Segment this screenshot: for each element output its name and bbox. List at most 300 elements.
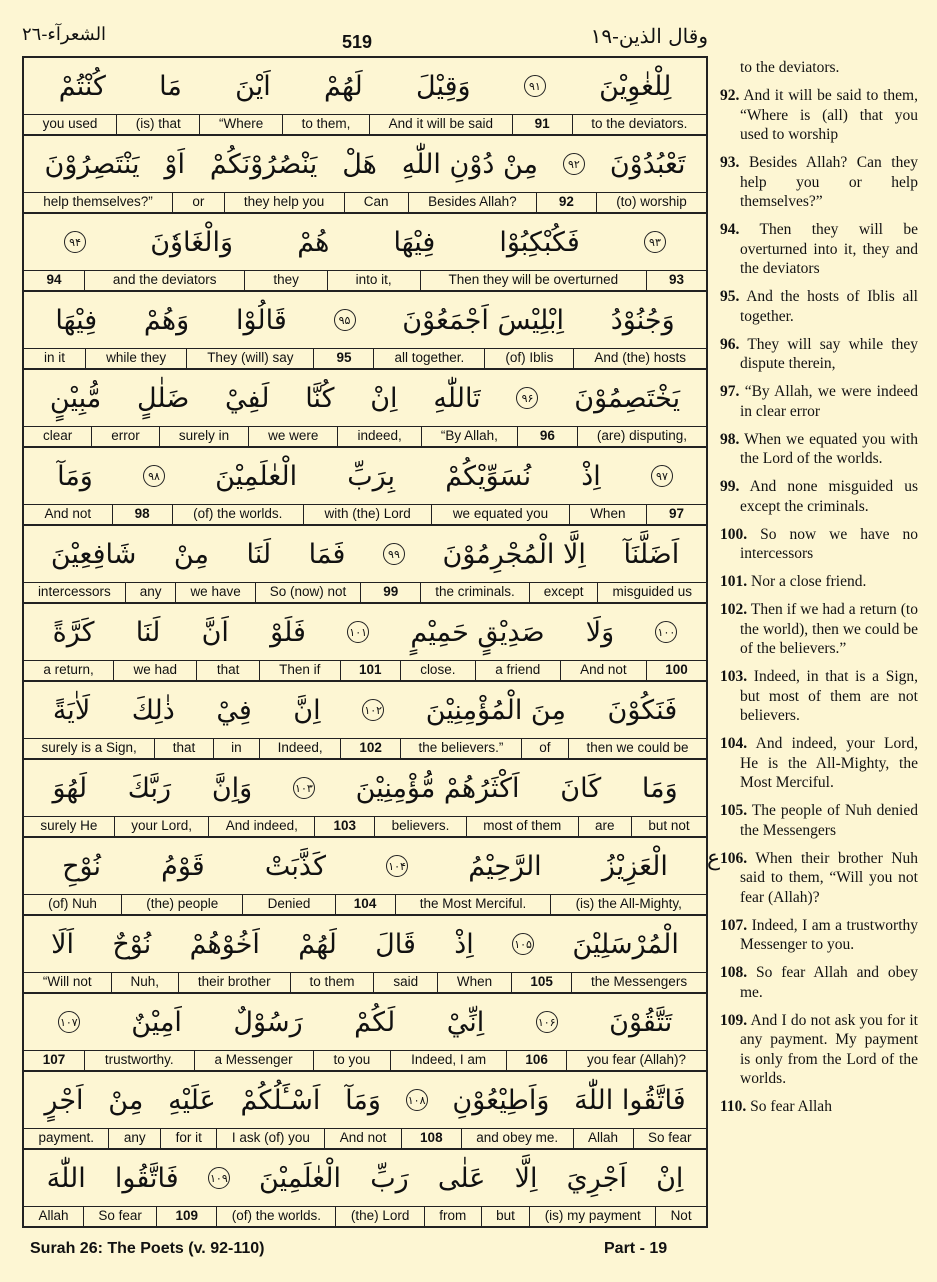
arabic-word: قَالَ — [375, 928, 416, 960]
gloss-cell: close. — [400, 661, 475, 680]
verse-number-marker: ۹۶ — [516, 387, 538, 409]
translation-verse-number: 107. — [720, 916, 748, 934]
arabic-word: الْعٰلَمِيْنَ — [259, 1162, 342, 1194]
gloss-verse-number: 107 — [42, 1052, 66, 1067]
gloss-verse-number: 96 — [517, 427, 577, 446]
translation-entry — [720, 477, 918, 516]
gloss-cell: with (the) Lord — [303, 505, 431, 524]
word-by-word-grid — [22, 56, 708, 1228]
gloss-line — [24, 192, 706, 212]
arabic-word: الْعٰلَمِيْنَ — [215, 460, 298, 492]
arabic-word: اَجْرٍ — [44, 1084, 84, 1116]
arabic-word: مَا — [159, 70, 182, 102]
gloss-cell: Then they will be overturned — [420, 271, 646, 290]
page-number: 519 — [342, 32, 373, 52]
gloss-cell: any — [108, 1129, 160, 1148]
gloss-verse-number: 98 — [112, 505, 172, 524]
arabic-word: ذٰلِكَ — [131, 694, 175, 726]
translation-entry — [720, 287, 918, 326]
arabic-word: لَهُوَ — [52, 772, 88, 804]
translation-text: Indeed, in that is a Sign, but most of them are not believers. — [740, 668, 918, 724]
arabic-word: لَفِيْ — [225, 382, 270, 414]
translation-text: When their brother Nuh said to them, “Will you not fear (Allah)? — [740, 849, 918, 906]
translation-entry — [720, 153, 918, 212]
gloss-line — [24, 738, 706, 758]
arabic-word: وَمَآ — [345, 1084, 381, 1116]
gloss-verse-number: 97 — [646, 505, 706, 524]
gloss-cell: to them — [290, 973, 374, 992]
gloss-line — [24, 348, 706, 368]
translation-text: Besides Allah? Can they help you or help themselves?” — [740, 154, 918, 210]
translation-entry — [720, 916, 918, 955]
translation-column — [720, 58, 918, 1125]
gloss-cell: (is) that — [116, 115, 199, 134]
gloss-cell: surely is a Sign, — [41, 740, 137, 755]
gloss-cell: of — [521, 739, 568, 758]
gloss-cell: So fear — [83, 1207, 156, 1226]
arabic-word: وَقِيْلَ — [416, 70, 471, 102]
arabic-word: وَاَطِيْعُوْنِ — [452, 1084, 550, 1116]
translation-text: to the deviators. — [740, 59, 840, 76]
arabic-word: اِذْ — [581, 460, 601, 492]
gloss-verse-number: 105 — [511, 973, 571, 992]
verse-number-marker: ۹۷ — [651, 465, 673, 487]
translation-entry — [720, 600, 918, 659]
gloss-line — [24, 504, 706, 524]
arabic-line — [24, 1072, 706, 1128]
verse-row — [24, 1072, 706, 1150]
gloss-cell: Nuh, — [111, 973, 178, 992]
gloss-cell: the criminals. — [420, 583, 529, 602]
translation-text: “By Allah, we were indeed in clear error — [740, 383, 918, 420]
arabic-word: لَاٰيَةً — [52, 694, 91, 726]
gloss-cell: except — [529, 583, 598, 602]
arabic-word: لِلْغٰوِيْنَ — [599, 70, 672, 102]
arabic-word: اِذْ — [454, 928, 474, 960]
arabic-line — [24, 994, 706, 1050]
gloss-cell: we were — [248, 427, 337, 446]
gloss-line — [24, 1128, 706, 1148]
gloss-verse-number: 95 — [313, 349, 373, 368]
arabic-line — [24, 916, 706, 972]
gloss-cell: said — [373, 973, 437, 992]
arabic-word: فِيْهَا — [55, 304, 98, 336]
arabic-word: فَمَا — [308, 538, 346, 570]
verse-number-marker: ۱۰۰ — [655, 621, 677, 643]
gloss-cell: to you — [313, 1051, 391, 1070]
gloss-cell: they help you — [224, 193, 344, 212]
arabic-word: يَخْتَصِمُوْنَ — [574, 382, 681, 414]
gloss-cell: that — [154, 739, 212, 758]
gloss-cell: (is) my payment — [529, 1207, 655, 1226]
arabic-line — [24, 292, 706, 348]
translation-entry — [720, 1097, 918, 1117]
arabic-word: لَنَا — [246, 538, 272, 570]
part-footer: Part - 19 — [604, 1240, 668, 1257]
gloss-cell: When — [437, 973, 511, 992]
gloss-cell: or — [172, 193, 224, 212]
arabic-word: وَمَا — [641, 772, 678, 804]
gloss-cell: the Most Merciful. — [395, 895, 551, 914]
gloss-cell: And not — [560, 661, 646, 680]
gloss-cell: Besides Allah? — [408, 193, 536, 212]
verse-row — [24, 1150, 706, 1226]
arabic-word: رَبَّكَ — [127, 772, 172, 804]
arabic-word: مِنْ دُوْنِ اللّٰهِ — [401, 148, 538, 180]
translation-entry — [720, 58, 918, 78]
arabic-word: هَلْ — [342, 148, 377, 180]
ruku-mark: ع — [707, 846, 721, 871]
gloss-cell: So fear — [633, 1129, 706, 1148]
arabic-word: الرَّحِيْمُ — [468, 850, 542, 882]
translation-text: And I do not ask you for it any payment. My payment is only from the Lord of the worlds. — [740, 1011, 918, 1087]
gloss-cell: misguided us — [597, 583, 706, 602]
verse-row — [24, 58, 706, 136]
translation-verse-number: 98. — [720, 430, 740, 448]
translation-text: Then they will be overturned into it, they and the deviators — [740, 221, 918, 277]
arabic-word: اَكْثَرُهُمْ مُّؤْمِنِيْنَ — [355, 772, 520, 804]
arabic-line — [24, 838, 706, 894]
arabic-word: اِنْ — [370, 382, 398, 414]
gloss-cell: for it — [160, 1129, 216, 1148]
verse-number-marker: ۱۰۳ — [293, 777, 315, 799]
gloss-verse-number: 92 — [536, 193, 596, 212]
gloss-line — [24, 894, 706, 914]
gloss-cell: (are) disputing, — [577, 427, 706, 446]
translation-verse-number: 100. — [720, 525, 748, 543]
verse-number-marker: ۹۲ — [563, 153, 585, 175]
arabic-word: رَسُوْلٌ — [233, 1006, 303, 1038]
verse-row — [24, 994, 706, 1072]
gloss-cell: “Where — [199, 115, 282, 134]
translation-verse-number: 97. — [720, 383, 740, 400]
verse-row — [24, 526, 706, 604]
gloss-verse-number: 103 — [314, 817, 374, 836]
gloss-cell: a return, — [43, 662, 94, 677]
surah-footer: Surah 26: The Poets (v. 92-110) — [30, 1240, 265, 1257]
arabic-word: فِيْهَا — [393, 226, 436, 258]
arabic-line — [24, 682, 706, 738]
gloss-cell: a Messenger — [194, 1051, 313, 1070]
translation-entry — [720, 382, 918, 421]
gloss-cell: are — [578, 817, 631, 836]
gloss-cell: I ask (of) you — [216, 1129, 324, 1148]
verse-number-marker: ۹۵ — [334, 309, 356, 331]
arabic-line — [24, 526, 706, 582]
arabic-word: مِنْ — [108, 1084, 144, 1116]
gloss-cell: (of) the worlds. — [216, 1207, 335, 1226]
translation-text: And it will be said to them, “Where is (all) that you used to worship — [740, 87, 918, 143]
gloss-cell: So (now) not — [255, 583, 361, 602]
gloss-cell: Denied — [242, 895, 334, 914]
arabic-word: مِنَ الْمُؤْمِنِيْنَ — [425, 694, 566, 726]
gloss-verse-number: 94 — [46, 272, 62, 287]
arabic-word: اِنْ — [656, 1162, 684, 1194]
gloss-cell: When — [569, 505, 646, 524]
gloss-cell: we have — [175, 583, 254, 602]
gloss-cell: Not — [655, 1207, 706, 1226]
arabic-word: اِلَّا الْمُجْرِمُوْنَ — [442, 538, 586, 570]
arabic-word: اَجْرِيَ — [566, 1162, 627, 1194]
gloss-line — [24, 582, 706, 602]
page-header — [22, 24, 708, 56]
arabic-word: تَعْبُدُوْنَ — [609, 148, 686, 180]
arabic-word: اَوْ — [164, 148, 185, 180]
translation-verse-number: 94. — [720, 221, 740, 238]
translation-text: And indeed, your Lord, He is the All-Mighty, the Most Merciful. — [740, 735, 918, 791]
arabic-line — [24, 58, 706, 114]
verse-number-marker: ۱۰۷ — [58, 1011, 80, 1033]
gloss-cell: then we could be — [568, 739, 706, 758]
gloss-cell: while they — [85, 349, 186, 368]
arabic-word: بِرَبِّ — [347, 460, 396, 492]
gloss-cell: And not — [44, 506, 92, 521]
arabic-word: اِنِّيْ — [446, 1006, 485, 1038]
arabic-word: يَنْتَصِرُوْنَ — [44, 148, 140, 180]
translation-entry — [720, 335, 918, 374]
gloss-cell: help themselves?” — [43, 194, 153, 209]
verse-row — [24, 916, 706, 994]
arabic-word: اَسْـَٔلُكُمْ — [240, 1084, 321, 1116]
arabic-word: الْمُرْسَلِيْنَ — [572, 928, 679, 960]
translation-verse-number: 93. — [720, 154, 740, 171]
gloss-cell: in it — [44, 350, 66, 365]
arabic-word: عَلٰى — [437, 1162, 486, 1194]
verse-number-marker: ۱۰۴ — [386, 855, 408, 877]
arabic-word: اِبْلِيْسَ اَجْمَعُوْنَ — [402, 304, 564, 336]
gloss-cell: into it, — [327, 271, 420, 290]
gloss-cell: most of them — [466, 817, 578, 836]
gloss-cell: the Messengers — [571, 973, 706, 992]
arabic-word: يَنْصُرُوْنَكُمْ — [209, 148, 318, 180]
translation-entry — [720, 1011, 918, 1089]
gloss-cell: we equated you — [431, 505, 568, 524]
arabic-word: اللّٰهَ — [46, 1162, 86, 1194]
arabic-word: اَخُوْهُمْ — [189, 928, 260, 960]
gloss-cell: clear — [42, 428, 73, 443]
translation-verse-number: 103. — [720, 668, 748, 685]
verse-row — [24, 214, 706, 292]
translation-text: Indeed, I am a trustworthy Messenger to you. — [740, 916, 919, 953]
arabic-word: عَلَيْهِ — [168, 1084, 216, 1116]
translation-verse-number: 106. — [720, 849, 748, 867]
gloss-cell: And indeed, — [208, 817, 314, 836]
translation-verse-number: 95. — [720, 288, 740, 305]
verse-number-marker: ۱۰۲ — [362, 699, 384, 721]
gloss-verse-number: 99 — [360, 583, 420, 602]
gloss-line — [24, 816, 706, 836]
arabic-word: نُسَوِّيْكُمْ — [445, 460, 532, 492]
gloss-cell: indeed, — [337, 427, 420, 446]
arabic-word: كَرَّةً — [52, 616, 95, 648]
translation-verse-number: 92. — [720, 87, 740, 104]
gloss-cell: “By Allah, — [421, 427, 517, 446]
arabic-word: وَهُمْ — [143, 304, 190, 336]
gloss-cell: And (the) hosts — [573, 349, 706, 368]
arabic-line — [24, 136, 706, 192]
arabic-word: اِلَّا — [514, 1162, 538, 1194]
gloss-cell: any — [125, 583, 176, 602]
gloss-cell: (to) worship — [596, 193, 706, 212]
arabic-word: اَمِيْنٌ — [131, 1006, 182, 1038]
gloss-verse-number: 106 — [506, 1051, 566, 1070]
translation-verse-number: 96. — [720, 335, 740, 353]
arabic-line — [24, 370, 706, 426]
arabic-word: لَنَا — [135, 616, 161, 648]
gloss-verse-number: 108 — [401, 1129, 461, 1148]
translation-verse-number: 109. — [720, 1011, 748, 1029]
translation-text: And none misguided us except the criminals. — [740, 478, 918, 515]
gloss-cell: (of) Iblis — [484, 349, 573, 368]
translation-entry — [720, 220, 918, 279]
gloss-cell: but not — [631, 817, 706, 836]
gloss-cell: their brother — [178, 973, 290, 992]
verse-number-marker: ۱۰۱ — [347, 621, 369, 643]
translation-text: When we equated you with the Lord of the worlds. — [740, 430, 918, 467]
gloss-cell: Can — [344, 193, 408, 212]
gloss-cell: Allah — [38, 1208, 69, 1223]
gloss-cell: And not — [324, 1129, 400, 1148]
translation-text: Then if we had a return (to the world), then we could be of the believers.” — [740, 601, 918, 657]
arabic-word: نُوْحٌ — [112, 928, 152, 960]
gloss-line — [24, 114, 706, 134]
gloss-line — [24, 660, 706, 680]
arabic-word: كُنْتُمْ — [58, 70, 106, 102]
surah-name-header: الشعرآء-٢٦ — [22, 24, 107, 45]
gloss-cell: trustworthy. — [84, 1051, 194, 1070]
translation-entry — [720, 430, 918, 469]
verse-number-marker: ۹۸ — [143, 465, 165, 487]
translation-verse-number: 99. — [720, 478, 740, 495]
verse-row — [24, 292, 706, 370]
verse-row — [24, 370, 706, 448]
arabic-word: صَدِيْقٍ حَمِيْمٍ — [410, 616, 545, 648]
translation-verse-number: 102. — [720, 601, 748, 618]
verse-number-marker: ۱۰۹ — [208, 1167, 230, 1189]
arabic-word: لَهُمْ — [324, 70, 363, 102]
gloss-cell: and the deviators — [84, 271, 244, 290]
arabic-word: فَاتَّقُوا — [114, 1162, 179, 1194]
arabic-line — [24, 1150, 706, 1206]
translation-text: And the hosts of Iblis all together. — [740, 288, 918, 325]
gloss-cell: (of) the worlds. — [172, 505, 303, 524]
gloss-cell: you used — [42, 116, 98, 131]
arabic-word: اَلَا — [51, 928, 75, 960]
gloss-cell: a friend — [475, 661, 560, 680]
verse-row — [24, 448, 706, 526]
gloss-cell: believers. — [374, 817, 466, 836]
arabic-word: لَكُمْ — [354, 1006, 396, 1038]
arabic-word: فِيْ — [216, 694, 252, 726]
gloss-cell: we had — [113, 661, 196, 680]
arabic-word: وَمَآ — [57, 460, 93, 492]
translation-entry — [720, 734, 918, 793]
gloss-cell: (the) people — [121, 895, 242, 914]
arabic-word: اِنَّ — [293, 694, 321, 726]
gloss-cell: to them, — [282, 115, 369, 134]
verse-number-marker: ۹۳ — [644, 231, 666, 253]
gloss-cell: Allah — [573, 1129, 633, 1148]
juz-name-header: وقال الذين-١٩ — [590, 24, 708, 48]
gloss-line — [24, 972, 706, 992]
gloss-cell: intercessors — [37, 584, 111, 599]
arabic-word: تَاللّٰهِ — [433, 382, 481, 414]
gloss-cell: error — [91, 427, 159, 446]
translation-text: They will say while they dispute therein, — [740, 335, 918, 372]
translation-entry — [720, 801, 918, 840]
translation-text: So fear Allah — [750, 1098, 832, 1115]
gloss-cell: surely He — [40, 818, 98, 833]
translation-text: So now we have no intercessors — [740, 525, 918, 562]
verse-row — [24, 604, 706, 682]
arabic-word: مِنْ — [173, 538, 209, 570]
gloss-cell: They (will) say — [186, 349, 313, 368]
gloss-cell: (of) Nuh — [48, 896, 97, 911]
verse-row — [24, 136, 706, 214]
gloss-line — [24, 1206, 706, 1226]
verse-number-marker: ۱۰۶ — [536, 1011, 558, 1033]
arabic-word: اَنَّ — [201, 616, 229, 648]
arabic-word: وَاِنَّ — [211, 772, 253, 804]
gloss-cell: from — [424, 1207, 481, 1226]
verse-number-marker: ۹۱ — [524, 75, 546, 97]
arabic-word: فَكُبْكِبُوْا — [499, 226, 580, 258]
arabic-word: قَوْمُ — [161, 850, 205, 882]
translation-text: Nor a close friend. — [751, 573, 867, 590]
arabic-word: مُّبِيْنٍ — [49, 382, 102, 414]
translation-entry — [720, 572, 918, 592]
translation-verse-number: 110. — [720, 1098, 747, 1115]
verse-number-marker: ۹۴ — [64, 231, 86, 253]
gloss-cell: to the deviators. — [572, 115, 706, 134]
gloss-line — [24, 426, 706, 446]
arabic-word: كُنَّا — [305, 382, 335, 414]
gloss-cell: (the) Lord — [335, 1207, 423, 1226]
arabic-word: اَضَلَّنَآ — [623, 538, 680, 570]
arabic-line — [24, 448, 706, 504]
verse-number-marker: ۱۰۸ — [406, 1089, 428, 1111]
arabic-word: كَذَّبَتْ — [264, 850, 326, 882]
gloss-cell: that — [196, 661, 258, 680]
translation-text: So fear Allah and obey me. — [740, 964, 919, 1001]
arabic-word: كَانَ — [560, 772, 602, 804]
gloss-cell: your Lord, — [114, 817, 209, 836]
arabic-word: فَنَكُوْنَ — [607, 694, 678, 726]
arabic-word: الْعَزِيْزُ — [601, 850, 668, 882]
arabic-word: وَجُنُوْدُ — [610, 304, 675, 336]
gloss-cell: (is) the All-Mighty, — [550, 895, 706, 914]
gloss-cell: Indeed, — [259, 739, 340, 758]
gloss-cell: Indeed, I am — [390, 1051, 506, 1070]
gloss-cell: Then if — [259, 661, 340, 680]
arabic-word: وَالْغَاوٗنَ — [150, 226, 234, 258]
arabic-word: شَافِعِيْنَ — [50, 538, 137, 570]
arabic-word: ضَلٰلٍ — [136, 382, 190, 414]
gloss-cell: they — [244, 271, 326, 290]
gloss-verse-number: 104 — [335, 895, 395, 914]
translation-entry — [720, 525, 918, 564]
gloss-verse-number: 109 — [156, 1207, 216, 1226]
arabic-word: لَهُمْ — [298, 928, 337, 960]
verse-row — [24, 838, 706, 916]
gloss-cell: but — [481, 1207, 530, 1226]
gloss-cell: in — [213, 739, 259, 758]
arabic-word: قَالُوْا — [235, 304, 287, 336]
gloss-verse-number: 101 — [340, 661, 400, 680]
gloss-cell: and obey me. — [461, 1129, 573, 1148]
arabic-word: هُمْ — [297, 226, 330, 258]
gloss-verse-number: 93 — [646, 271, 706, 290]
